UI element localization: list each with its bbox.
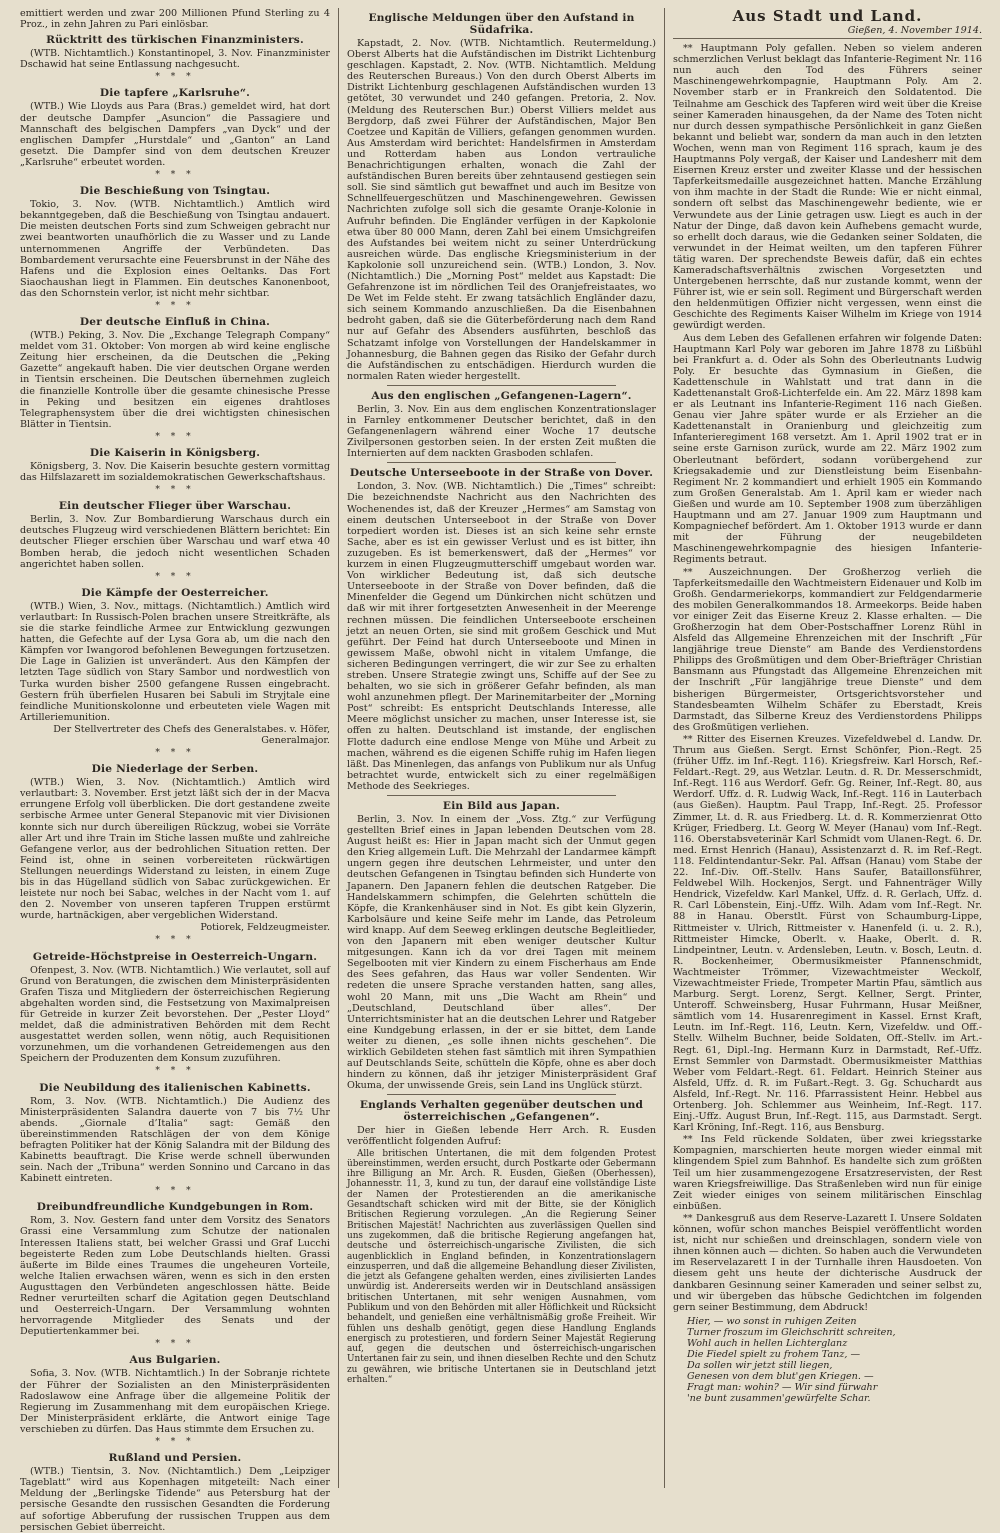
- article-headline: Die Beschießung von Tsingtau.: [79, 185, 271, 198]
- article-body: (WTB.) Wie Lloyds aus Para (Bras.) gemeldet wird, hat dort der deutsche Dampfer „Asuncion“ die Passagiere und Mannschaft des belgischen Dampfers „van Dyck“ und der englischen Dampfer „Hurstdale“ und „Ganton“ an Land gesetzt. Die Dampfer sind von dem deutschen Kreuzer „Karlsruhe“ erbeutet worden.: [20, 101, 330, 168]
- dateline: Gießen, 4. November 1914.: [673, 25, 982, 39]
- separator-rule: [387, 1094, 616, 1095]
- poem-line: Die Fiedel spielt zu frohem Tanz, —: [687, 1349, 861, 1361]
- local-news-paragraph: ** Auszeichnungen. Der Großherzog verlieh die Tapferkeitsmedaille den Wachtmeistern Eidenauer und Kolb im Großh. Gendarmeriekorps, kommandiert zur Feldgendarmerie des mobilen Generalkommandos 18. Armeekorps. Beide haben vor einiger Zeit das Eiserne Kreuz 2. Klasse erhalten. — Die Großherzogin hat dem Ober-Postschaffner Lorenz Rühl in Alsfeld das Allgemeine Ehrenzeichen mit der Inschrift „Für langjährige treue Dienste“ am Bande des Verdienstordens Philipps des Großmütigen und dem Ober-Briefträger Christian Bansmann aus Pfungstadt das Allgemeine Ehrenzeichen mit der Inschrift „Für langjährige treue Dienste“ und dem bisherigen Bürgermeister, Ortsgerichtsvorsteher und Standesbeamten Wilhelm Schäfer zu Eberstadt, Kreis Darmstadt, das Silberne Kreuz des Verdienstordens Philipps des Großmütigen verliehen.: [673, 566, 982, 733]
- poem: [687, 1316, 982, 1405]
- article-headline: Englische Meldungen über den Aufstand in Südafrika.: [368, 12, 635, 36]
- local-news-paragraph: ** Ins Feld rückende Soldaten, über zwei kriegsstarke Kompagnien, marschierten heute morgen wieder einmal mit klingendem Spiel zum Bahnhof. Es handelte sich zum größten Teil um hier zusammengezogene Ersatzreservisten, der Rest waren Kriegsfreiwillige. Das Straßenleben wird nun für einige Zeit wieder einiges von seinem militärischen Einschlag einbüßen.: [673, 1134, 982, 1212]
- article-headline: Dreibundfreundliche Kundgebungen in Rom.: [36, 1201, 314, 1214]
- article-signature: Der Stellvertreter des Chefs des Generalstabes. v. Höfer, Generalmajor.: [53, 723, 330, 746]
- local-news-paragraph: ** Hauptmann Poly gefallen. Neben so vielem anderen schmerzlichen Verlust beklagt das Infanterie-Regiment Nr. 116 nun auch den Tod des Führers seiner Maschinengewehrkompagnie, Hauptmann Poly. Am 2. November starb er in Frankreich den Soldatentod. Die Teilnahme am Geschick des Tapferen wird weit über die Kreise seiner Kameraden hinausgehen, da der Name des Toten nicht nur durch dessen sympathische Persönlichkeit in ganz Gießen bekannt und beliebt war, sondern da man auch in den letzten Wochen, wenn man von Regiment 116 sprach, kaum je des Hauptmanns Poly vergaß, der Kaiser und Landesherr mit dem Eisernen Kreuz erster und zweiter Klasse und der hessischen Tapferkeitsmedaille ausgezeichnet hatten. Manche Erzählung von ihm machte in der Stadt die Runde: Wie er nicht einmal, sondern oft selbst das Maschinengewehr bediente, wie er Verwundete aus der Linie getragen usw. Liegt es auch in der Natur der Dinge, daß davon kein Aufhebens gemacht wurde, so erhellt doch daraus, wie die Gedanken seiner Soldaten, die verwundet in der Heimat weilten, um den tapferen Führer tätig waren. Der sprechendste Beweis dafür, daß ein echtes Kameradschaftsverhältnis zwischen Vorgesetzten und Untergebenen herrschte, daß nur zustande kommt, wenn der Führer ist, wie er sein soll. Regiment und Bürgerschaft werden den heldenmütigen Offizier nicht vergessen, wenn einst die Geschichte des Regiments Kaiser Wilhelm im Kriege von 1914 gewürdigt werden.: [673, 43, 982, 332]
- article-body: (WTB.) Wien, 3. Nov. (Nichtamtlich.) Amtlich wird verlautbart: 3. November. Erst jetzt läßt sich der in der Macva errungene Erfolg voll überblicken. Die dort gestandene zweite serbische Armee unter General Stepanovic mit vier Divisionen konnte sich nur durch übereiligen Rückzug, wobei sie Vorräte aller Art und ihre Train im Stiche lassen mußte und zahlreiche Gefangene verlor, aus der bedrohlichen Situation retten. Der Feind ist, ohne in seinen vorbereiteten rückwärtigen Stellungen neuerdings Widerstand zu leisten, in einem Zuge bis in das Hügelland südlich von Sabac zurückgewichen. Er leistete nur noch bei Sabac, welches in der Nacht vom 1. auf den 2. November von unseren tapferen Truppen erstürmt wurde, hartnäckigen, aber vergeblichen Widerstand.: [20, 777, 330, 922]
- article-headline: Aus Bulgarien.: [129, 1354, 221, 1367]
- poem-line: Hier, — wo sonst in ruhigen Zeiten: [687, 1315, 857, 1327]
- separator-stars: * * *: [155, 485, 195, 496]
- article-headline: Rücktritt des türkischen Finanzministers.: [46, 34, 304, 47]
- article-body: Tokio, 3. Nov. (WTB. Nichtamtlich.) Amtlich wird bekanntgegeben, daß die Beschießung von Tsingtau andauert. Die meisten deutschen Forts sind zum Schweigen gebracht nur zwei beantworten unaufhörlich die zu Wasser und zu Lande unternommenen Angriffe der Verbündeten. Das Bombardement verursachte eine Feuersbrunst in der Nähe des Hafens und die Explosion eines Oeltanks. Das Fort Siaochaushan liegt in Flammen. Ein deutsches Kanonenboot, das den Schornstein verlor, ist nicht mehr sichtbar.: [20, 199, 330, 299]
- article-headline: Rußland und Persien.: [108, 1452, 242, 1465]
- article-body: (WTB.) Peking, 3. Nov. Die „Exchange Telegraph Company“ meldet vom 31. Oktober: Von morgen ab wird keine englische Zeitung hier erscheinen, da die Deutschen die „Peking Gazette“ angekauft haben. Die vier deutschen Organe werden in Tientsin erscheinen. Die Deutschen übernehmen zugleich die finanzielle Kontrolle über die gesamte chinesische Presse in Peking und besitzen ein eigenes drahtloses Telegraphensystem über die drei wichtigsten chinesischen Blätter in Tientsin.: [20, 330, 330, 430]
- separator-stars: * * *: [155, 1066, 195, 1077]
- column-right: [664, 8, 990, 1488]
- article-headline: Die tapfere „Karlsruhe“.: [99, 87, 251, 100]
- separator-rule: [387, 462, 616, 463]
- article-headline: Getreide-Höchstpreise in Oesterreich-Ungarn.: [32, 950, 318, 963]
- article-body: Kapstadt, 2. Nov. (WTB. Nichtamtlich. Reutermeldung.) Oberst Alberts hat die Aufständischen im Distrikt Lichtenburg geschlagen. Kapstadt, 2. Nov. (WTB. Nichtamtlich. Meldung des Reuterschen Bureaus.) Von den durch Oberst Alberts im Distrikt Lichtenburg geschlagenen Aufständischen wurden 13 getötet, 30 verwundet und 240 gefangen. Pretoria, 2. Nov. (Meldung des Reuterschen Bur.) Oberst Villiers meldet aus Bergdorp, daß zwei Führer der Aufständischen, Major Ben Coetzee und Kapitän de Villiers, gefangen genommen wurden. Aus Amsterdam wird berichtet: Handelsfirmen in Amsterdam und Rotterdam haben aus London vertrauliche Benachrichtigungen erhalten, wonach die Zahl der aufständischen Buren bereits über zehntausend gestiegen sein soll. Sie sind sämtlich gut bewaffnet und auch im Besitze von Schnellfeuergeschützen und Maschinengewehren. Gewissen Nachrichten zufolge soll sich die gesamte Oranje-Kolonie in Aufruhr befinden. Die Engländer verfügen in der Kapkolonie etwa über 80 000 Mann, deren Zahl bei einem Umsichgreifen des Aufstandes bei weitem nicht zu seiner Unterdrückung ausreichen würde. Das englische Kriegsministerium in der Kapkolonie soll unzureichend sein. (WTB.) London, 3. Nov. (Nichtamtlich.) Die „Morning Post“ meldet aus Kapstadt: Die Gefahrenzone ist im nördlichen Teil des Oranjefreistaates, wo De Wet im Felde steht. Er zwang tatsächlich Engländer dazu, sich seinem Kommando anzuschließen. Da die Eisenbahnen bedroht gaben, daß sie die Güterbeförderung nach dem Rand nur auf Gefahr des Absenders ausführten, beschloß das Schatzamt infolge von Vorstellungen der Handelskammer in Johannesburg, die Bahnen gegen das Risiko der Gefahr durch die Aufständischen zu entschädigen. Hierdurch wurden die normalen Raten wieder hergestellt.: [347, 38, 656, 382]
- article-continuation: emittiert werden und zwar 200 Millionen Pfund Sterling zu 4 Proz., in zehn Jahren zu Pari einlösbar.: [20, 8, 330, 31]
- separator-stars: * * *: [155, 1339, 195, 1350]
- article-headline: Die Kaiserin in Königsberg.: [89, 447, 261, 459]
- separator-rule: [387, 385, 616, 386]
- section-heading: Aus Stadt und Land.: [732, 7, 923, 25]
- article-signature: Potiorek, Feldzeugmeister.: [200, 922, 330, 934]
- poem-line: Fragt man: wohin? — Wir sind fürwahr: [687, 1382, 878, 1394]
- separator-stars: * * *: [155, 935, 195, 946]
- local-news-paragraph: Aus dem Leben des Gefallenen erfahren wir folgende Daten: Hauptmann Karl Poly war geboren im Jahre 1878 zu Lißbühl bei Frankfurt a. d. Oder als Sohn des Oberleutnants Ludwig Poly. Er besuchte das Gymnasium in Gießen, die Kadettenschule in Wahlstatt und trat dann in die Kadettenanstalt Groß-Lichterfelde ein. Am 22. März 1898 kam er als Leutnant ins Infanterie-Regiment 116 nach Gießen. Genau vier Jahre später wurde er als Erzieher an die Kadettenanstalt in Oranienburg und gleichzeitig zum Infanterieregiment 168 versetzt. Am 1. April 1902 trat er in seine erste Garnison zurück, wurde am 22. März 1902 zum Oberleutnant befördert, sodann vorübergehend zur Kriegsakademie und zur Dienstleistung beim Eisenbahn-Regiment Nr. 2 kommandiert und erhielt 1905 ein Kommando zum Großen Generalstab. Am 1. April kam er wieder nach Gießen und wurde am 10. September 1908 zum überzähligen Hauptmann und am 27. Januar 1909 zum Hauptmann und Kompagniechef befördert. Am 1. Oktober 1913 wurde er dann mit der Führung der neugebildeten Maschinengewehrkompagnie des hiesigen Infanterie-Regiments betraut.: [673, 332, 982, 566]
- article-body: Rom, 3. Nov. Gestern fand unter dem Vorsitz des Senators Grassi eine Versammlung zum Schutze der nationalen Interessen Italiens statt, bei welcher Grassi und Graf Lucchi begeisterte Reden zum Lobe Deutschlands hielten. Grassi äußerte im Bilde eines Traumes die ungeheuren Vorteile, welche Italien erwachsen wären, wenn es sich in den ersten Augusttagen den Verbündeten angeschlossen hätte. Beide Redner verurteilten scharf die Agitation gegen Deutschland und Oesterreich-Ungarn. Der Versammlung wohnten hervorragende Mitglieder des Senats und der Deputiertenkammer bei.: [20, 1215, 330, 1338]
- separator-stars: * * *: [155, 431, 195, 442]
- article-headline: Die Neubildung des italienischen Kabinetts.: [39, 1081, 311, 1094]
- poem-line: Wohl auch in hellen Lichterglanz: [687, 1337, 848, 1349]
- article-quote: Alle britischen Untertanen, die mit dem folgenden Protest übereinstimmen, werden ersucht, durch Postkarte oder Gebermann ihre Billigung an Mr. Arch. R. Eusden, Gießen (Oberhessen), Johannesstr. 11, 3, kund zu tun, der darauf eine vollständige Liste der Namen der Protestierenden an die amerikanische Gesandtschaft schicken wird mit der Bitte, sie der Königlich Britischen Regierung vorzulegen. „An die Regierung Seiner Britischen Majestät! Nachrichten aus zuverlässigen Quellen sind uns zugekommen, daß die britische Regierung angefangen hat, deutsche und österreichisch-ungarische Zivilisten, die sich augenblicklich in England befinden, in Konzentrationslagern einzusperren, und daß die allgemeine Behandlung dieser Zivilisten, die jetzt als Gefangene gehalten werden, eines zivilisierten Landes unwürdig ist. Andererseits werden wir in Deutschland ansässigen britischen Untertanen, mit sehr wenigen Ausnahmen, vom Publikum und von den Behörden mit aller Höflichkeit und Rücksicht behandelt, und genießen eine verhältnismäßig große Freiheit. Wir fühlen uns deshalb genötigt, gegen diese Handlung Englands energisch zu protestieren, und fordern Seiner Majestät Regierung auf, gegen die deutschen und österreichisch-ungarischen Untertanen fair zu sein, und ihnen dieselben Rechte und den Schutz zu gewähren, wie britische Untertanen sie in Deutschland jetzt erhalten.“: [347, 1148, 656, 1386]
- article-headline: Aus den englischen „Gefangenen-Lagern“.: [371, 389, 632, 402]
- article-body: (WTB.) Tientsin, 3. Nov. (Nichtamtlich.) Dem „Leipziger Tageblatt“ wird aus Kopenhagen mitgeteilt: Nach einer Meldung der „Berlingske Tidende“ aus Petersburg hat der persische Gesandte den russischen Gesandten die Forderung auf sofortige Abberufung der russischen Truppen aus dem persischen Gebiet überreicht.: [20, 1466, 330, 1533]
- article-body: Berlin, 3. Nov. In einem der „Voss. Ztg.“ zur Verfügung gestellten Brief eines in Japan lebenden Deutschen vom 28. August heißt es: Hier in Japan macht sich der Unmut gegen den Krieg allgemein Luft. Die Mehrzahl der Landarmee kämpft ungern gegen ihre deutschen Lehrmeister, und unter den deutschen Gefangenen in Tsingtau befinden sich Hunderte von Japanern. Den Japanern fehlen die deutschen Ratgeber. Die Handelskammern schimpfen, die Gelehrten schütteln die Köpfe, die Krankenhäuser sind in Not. Es gibt kein Glyzerin, Karbolsäure und keine Seife mehr im Lande, das Petroleum wird knapp. Auf dem Seeweg erklingen deutsche Begleitlieder, von den Japanern mit eben weniger deutscher Kultur mitgesungen. Kann ich da vor drei Tagen mit meinem Segelbooten mit vier Kindern zu einem Fischerhaus am Ende des Sees gefahren, das Haus war voller Sendenten. Wir redeten die unsere Sprache verstanden hatten, sang alles, wohl 20 Mann, mit uns „Die Wacht am Rhein“ und „Deutschland, Deutschland über alles“. Der Unterrichtsminister hat an die deutschen Lehrer und Ratgeber eine Kundgebung erlassen, in der er sie bittet, dem Lande weiter zu dienen, „es solle ihnen nichts geschehen“. Die wirklich Gebildeten stehen fast sämtlich mit ihren Sympathien auf Deutschlands Seite, schütteln die Köpfe, ohne es aber doch hindern zu können, daß ihr jetziger Ministerpräsident Graf Okuma, der unwissende Greis, sein Land ins Unglück stürzt.: [347, 814, 656, 1092]
- poem-line: 'ne bunt zusammen'gewürfelte Schar.: [687, 1393, 871, 1405]
- separator-stars: * * *: [155, 72, 195, 83]
- article-body: Der hier in Gießen lebende Herr Arch. R. Eusden veröffentlicht folgenden Aufruf:: [347, 1125, 656, 1148]
- local-news-paragraph: ** Ritter des Eisernen Kreuzes. Vizefeldwebel d. Landw. Dr. Thrum aus Gießen. Sergt. Ernst Schönfer, Pion.-Regt. 25 (früher Uffz. im Inf.-Regt. 116). Kriegsfreiw. Karl Horsch, Ref.-Feldart.-Regt. 29, aus Wetzlar. Leutn. d. R. Dr. Messerschmidt, Inf.-Regt. 116 aus Werdorf. Gefr. Gg. Reiner, Inf.-Regt. 80, aus Werdorf. Uffz. d. R. Ludwig Wack, Inf.-Regt. 116 in Lauterbach (aus Gießen). Hauptm. Paul Trapp, Inf.-Regt. 25. Professor Zimmer, Lt. d. R. aus Friedberg. Lt. d. R. Kommerzienrat Otto Krüger, Friedberg. Lt. Georg W. Meyer (Hanau) vom Inf.-Regt. 116. Oberstabsveterinär Karl Schmidt vom Ulanen-Regt. 6. Dr. med. Ernst Henrich (Hanau), Assistenzarzt d. R. im Ref.-Regt. 118. Feldintendantur-Sekr. Pal. Affsan (Hanau) vom Stabe der 22. Inf.-Div. Off.-Stellv. Hans Saufer, Bataillonsführer, Feldwebel Wilh. Hockenjos, Sergt. und Fahnenträger Willy Hendrick, Vizefeldw. Karl Mankel, Uffz. d. R. Gerlach, Uffz. d. R. Carl Löbenstein, Einj.-Uffz. Wilh. Adam vom Inf.-Regt. Nr. 88 in Hanau. Oberstlt. Fürst von Schaumburg-Lippe, Rittmeister v. Ulrich, Rittmeister v. Hanenfeld (i. u. 2. R.), Rittmeister Himcke, Oberlt. v. Haake, Oberlt. d. R. Lindpeintner, Leutn. v. Ardensleben, Leutn. v. Bosch, Leutn. d. R. Bockenheimer, Obermusikmeister Pfannenschmidt, Wachtmeister Trömmer, Vizewachtmeister Weckolf, Vizewachtmeister Friede, Trompeter Martin Pfau, sämtlich aus Marburg. Sergt. Lorenz, Sergt. Kellner, Sergt. Printer, Unteroff. Schweinsberg, Husar Fuhrmann, Husar Meißner, sämtlich vom 14. Husarenregiment in Kassel. Ernst Kraft, Leutn. im Inf.-Regt. 116, Leutn. Kern, Vizefeldw. und Off.-Stellv. Wilhelm Buchner, beide Soldaten, Off.-Stellv. im Art.-Regt. 61, Dipl.-Ing. Hermann Kurz in Darmstadt, Ref.-Uffz. Ernst Semmler von Darmstadt. Obermusikmeister Matthias Weber vom Feldart.-Regt. 61. Feldart. Heinrich Steiner aus Alsfeld, Uffz. d. R. im Fußart.-Regt. 3. Gg. Schuchardt aus Alsfeld, Inf.-Regt. Nr. 116. Pfarrassistent Heinr. Hebbel aus Ortenberg. Joh. Schlemmer aus Weinheim, Inf.-Regt. 117. Einj.-Uffz. August Brun, Inf.-Regt. 115, aus Darmstadt. Sergt. Karl Kröning, Inf.-Regt. 116, aus Bensburg.: [673, 733, 982, 1134]
- article-body: Berlin, 3. Nov. Ein aus dem englischen Konzentrationslager in Farnley entkommener Deutscher berichtet, daß in den Gefangenenlagern während einer Woche 17 deutsche Zivilpersonen gestorben seien. In der ersten Zeit mußten die Internierten auf dem nackten Grasboden schlafen.: [347, 403, 656, 460]
- article-headline: Ein Bild aus Japan.: [442, 800, 561, 812]
- poem-line: Da sollen wir jetzt still liegen,: [687, 1360, 833, 1372]
- article-headline: Deutsche Unterseeboote in der Straße von Dover.: [349, 467, 654, 480]
- poem-line: Genesen von dem blut'gen Kriegen. —: [687, 1371, 874, 1383]
- separator-rule: [387, 795, 616, 796]
- article-headline: Ein deutscher Flieger über Warschau.: [58, 500, 292, 513]
- article-headline: Die Niederlage der Serben.: [91, 763, 259, 776]
- column-left: [12, 8, 338, 1533]
- local-news-paragraph: ** Dankesgruß aus dem Reserve-Lazarett I. Unsere Soldaten können, wofür schon manches Beispiel veröffentlicht worden ist, nicht nur schießen und dreinschlagen, sondern viele von ihnen können auch — dichten. So haben auch die Verwundeten im Reservelazarett I in der Turnhalle ihren Hausdoeten. Von diesem geht uns heute der dichterische Ausdruck der dankbaren Gesinnung seiner Kameraden und seiner selbst zu, und wir übergeben das hübsche Gedichtchen im folgenden gern seiner Bestimmung, dem Abdruck!: [673, 1212, 982, 1313]
- article-headline: Die Kämpfe der Oesterreicher.: [81, 586, 269, 599]
- article-body: (WTB. Nichtamtlich.) Konstantinopel, 3. Nov. Finanzminister Dschawid hat seine Entlassung nachgesucht.: [20, 48, 330, 71]
- article-body: Berlin, 3. Nov. Zur Bombardierung Warschaus durch ein deutsches Flugzeug wird verschiedenen Blättern berichtet: Ein deutscher Flieger erschien über Warschau und warf etwa 40 Bomben herab, die jedoch nicht wesentlichen Schaden angerichtet haben sollen.: [20, 514, 330, 570]
- column-middle: [338, 8, 664, 1488]
- article-body: London, 3. Nov. (WB. Nichtamtlich.) Die „Times“ schreibt: Die bezeichnendste Nachricht aus den Nachrichten des Wochenendes ist, daß der Kreuzer „Hermes“ am Samstag von einem deutschen Unterseeboot in der Straße von Dover torpediert worden ist. Dieses ist an sich keine sehr ernste Sache, aber es ist ein gewisser Verlust und es ist bitter, ihn zuzugeben. Es ist bemerkenswert, daß der „Hermes“ vor kurzem in einen Flugzeugmutterschiff umgebaut worden war. Von wirklicher Bedeutung ist, daß sich deutsche Unterseeboote in der Straße von Dover befinden, daß die Minenfelder die Gegend um Dünkirchen nicht schützen und daß wir mit ihrer fortgesetzten Anwesenheit in der Meerenge rechnen müssen. Die feindlichen Unterseeboote erscheinen jetzt an neuen Orten, sie sind mit großem Geschick und Mut geführt. Der Feind hat durch Unterseeboote und Minen in gewissem Maße, obwohl nicht in vitalem Umfange, die sicheren Bedingungen verringert, die wir zur See zu erhalten streben. Unsere Strategie zwingt uns, Schiffe auf der See zu behalten, wo sie sich in größerer Gefahr befinden, als man wohl anzunehmen pflegt. Der Marinemitarbeiter der „Morning Post“ schreibt: Es entspricht Deutschlands Interesse, alle Meere möglichst unsicher zu machen, unser Interesse ist, sie offen zu halten. Deutschland ist imstande, der englischen Flotte dadurch eine endlose Menge von Mühe und Arbeit zu machen, während es die eigenen Schiffe ruhig im Hafen liegen läßt. Das Minenlegen, das anfangs von Publikum nur als Unfug betrachtet wurde, entwickelt sich zu einer regelmäßigen Methode des Seekrieges.: [347, 481, 656, 792]
- separator-stars: * * *: [155, 170, 195, 181]
- poem-line: Turner froszum im Gleichschritt schreiten,: [687, 1326, 896, 1338]
- separator-stars: * * *: [155, 1186, 195, 1197]
- article-body: Ofenpest, 3. Nov. (WTB. Nichtamtlich.) Wie verlautet, soll auf Grund von Beratungen, die zwischen dem Ministerpräsidenten Grafen Tisza und Mitgliedern der österreichischen Regierung abgehalten worden sind, die Festsetzung von Maximalpreisen für Getreide in kurzer Zeit bevorstehen. Der „Pester Lloyd“ meldet, daß die administrativen Behörden mit dem Recht ausgestattet werden sollen, wenn nötig, auch Requisitionen vorzunehmen, um die vorhandenen Getreidemengen aus den Speichern der Produzenten dem Konsum zuzuführen.: [20, 964, 330, 1065]
- article-body: Sofia, 3. Nov. (WTB. Nichtamtlich.) In der Sobranje richtete der Führer der Sozialisten an den Ministerpräsidenten Radoslawow eine Anfrage über die allgemeine Politik der Regierung im Zusammenhang mit dem europäischen Kriege. Der Ministerpräsident erklärte, die Antwort einige Tage verschieben zu dürfen. Das Haus stimmte dem Ersuchen zu.: [20, 1368, 330, 1435]
- separator-stars: * * *: [155, 300, 195, 311]
- article-body: (WTB.) Wien, 3. Nov., mittags. (Nichtamtlich.) Amtlich wird verlautbart: In Russisch-Polen brachen unsere Streitkräfte, als sie die starke feindliche Armee zur Entwicklung gezwungen hatten, die Gefechte auf der Lysa Gora ab, um die nach den Kämpfen vor Iwangorod befohlenen Bewegungen fortzusetzen. Die Lage in Galizien ist unverändert. Aus den Kämpfen der letzten Tage südlich von Stary Sambor und nordwestlich von Turka wurden bisher 2500 gefangene Russen eingebracht. Gestern früh überfielen Husaren bei Sabuli im Stryjtale eine feindliche Munitionskolonne und erbeuteten viele Wagen mit Artilleriemunition.: [20, 600, 330, 723]
- separator-stars: * * *: [155, 1437, 195, 1448]
- article-body: Königsberg, 3. Nov. Die Kaiserin besuchte gestern vormittag das Hilfslazarett im sozialdemokratischen Gewerkschaftshaus.: [20, 461, 330, 484]
- separator-stars: * * *: [155, 748, 195, 759]
- article-body: Rom, 3. Nov. (WTB. Nichtamtlich.) Die Audienz des Ministerpräsidenten Salandra dauerte von 7 bis 7½ Uhr abends. „Giornale d’Italia“ sagt: Gemäß den übereinstimmenden Ratschlägen der von dem Könige befragten Politiker hat der König Salandra mit der Bildung des Kabinetts beauftragt. Die Krise werde schnell überwunden sein. Nach der „Tribuna“ werden Sonnino und Carcano in das Kabinett eintreten.: [20, 1095, 330, 1185]
- article-headline: Englands Verhalten gegenüber deutschen und österreichischen „Gefangenen“.: [359, 1099, 644, 1124]
- separator-stars: * * *: [155, 571, 195, 582]
- article-headline: Der deutsche Einfluß in China.: [79, 316, 271, 329]
